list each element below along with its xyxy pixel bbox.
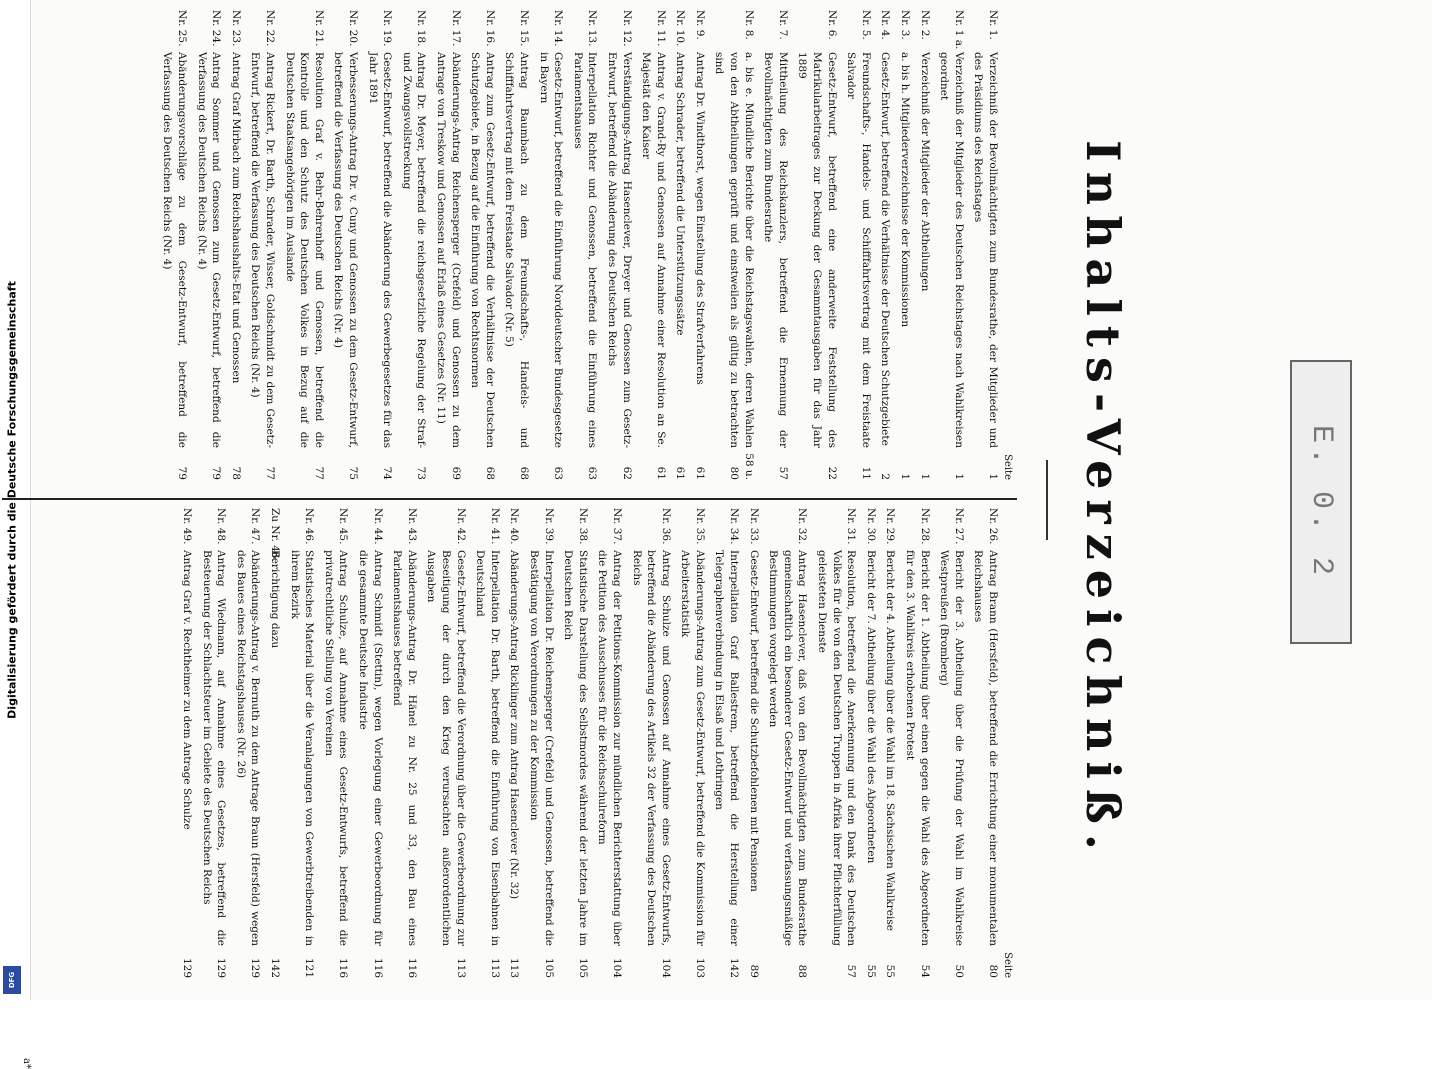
- entry-number: Nr. 6.: [825, 10, 838, 40]
- entry-number: Nr. 13.: [586, 10, 599, 47]
- entry-page-number: 61: [654, 466, 667, 480]
- entry-title: Antrag Graf v. Rechtheimer zu dem Antrage Schulze: [181, 550, 194, 830]
- entry-title: Antrag Baumbach zu dem Freundschafts-, Handels- und Schifffahrtsvertrag mit dem Freistaate Salvador (Nr. 5): [503, 52, 530, 448]
- toc-entry: [814, 508, 858, 978]
- entry-number: Nr. 17.: [449, 10, 462, 47]
- toc-entry: [639, 10, 668, 480]
- library-stamp: E. 0. 2: [1290, 360, 1352, 644]
- toc-entry: [561, 508, 590, 978]
- entry-page-number: 121: [303, 957, 316, 978]
- entry-number: Nr. 37.: [610, 508, 623, 545]
- entry-title: Bericht der 7. Abtheilung über die Wahl des Abgeordneten: [864, 550, 877, 864]
- toc-entry: [937, 10, 966, 480]
- entry-page-number: 116: [405, 957, 418, 978]
- entry-title: Gesetz-Entwurf, betreffend die Verordnung über die Gewerbeordnung zur Beseitigung der durch den Krieg verursachten außerordentlichen Ausgaben: [425, 550, 467, 946]
- title-rule: [1046, 460, 1048, 540]
- column-divider: [2, 498, 1017, 500]
- entry-title: Antrag der Petitions-Kommission zur mündlichen Berichterstattung über die Petition des Ausschusses für die Reichsschulreform: [596, 550, 623, 946]
- entry-page-number: 142: [269, 957, 282, 978]
- toc-entry: [267, 508, 282, 978]
- toc-entry: [399, 10, 428, 480]
- toc-entry: [937, 508, 966, 978]
- toc-entry: [365, 10, 394, 480]
- entry-number: Nr. 12.: [620, 10, 633, 47]
- entry-page-number: 88: [796, 964, 809, 978]
- entry-title: Verbesserungs-Antrag Dr. v. Cuny und Genossen zu dem Gesetz-Entwurf, betreffend die Verfassung des Deutschen Reichs (Nr. 4): [332, 52, 360, 448]
- entry-number: Nr. 44.: [371, 508, 384, 545]
- toc-entry: [746, 508, 761, 978]
- entry-page-number: 11: [859, 466, 872, 480]
- toc-entry: [878, 10, 893, 480]
- toc-entry: [468, 10, 497, 480]
- entry-title: Berichtigung dazu: [269, 550, 282, 649]
- toc-entry: [629, 508, 673, 978]
- entry-title: Interpellation Dr. Barth, betreffend die Einführung von Eisenbahnen in Deutschland: [474, 550, 501, 946]
- entry-page-number: 54: [918, 964, 931, 978]
- toc-entry: [971, 508, 1000, 978]
- toc-entry: [287, 508, 316, 978]
- toc-entry: [424, 508, 468, 978]
- entry-number: Nr. 5.: [859, 10, 872, 40]
- toc-entry: [761, 10, 790, 480]
- toc-entry: [473, 508, 502, 978]
- entry-page-number: 22: [825, 466, 838, 480]
- entry-page-number: 58 u. 80: [728, 453, 755, 480]
- entry-title: Resolution Graf v. Behr-Behrenhoff und Genossen, betreffend die Kontrolle und den Schutz des Deutschen Volkes in Bezug auf die Deutschen Staatsangehörigen im Auslande: [283, 52, 325, 448]
- entry-number: Nr. 24.: [210, 10, 223, 47]
- entry-page-number: 63: [552, 466, 565, 480]
- entry-number: Nr. 29.: [884, 508, 897, 545]
- toc-entry: [917, 10, 932, 480]
- toc-entry: [863, 508, 878, 978]
- entry-page-number: 68: [483, 466, 496, 480]
- entry-title: Antrag Brann (Hersfeld), betreffend die Errichtung einer monumentalen Reichshauses: [972, 550, 999, 946]
- entry-number: Nr. 38.: [576, 508, 589, 545]
- entry-title: Interpellation Graf Ballestrem, betreffend die Herstellung einer Telegraphenverbindung in Elsaß und Lothringen: [713, 550, 741, 946]
- entry-number: Nr. 19.: [381, 10, 394, 47]
- entry-number: Nr. 11.: [654, 10, 667, 47]
- entry-number: Nr. 31.: [845, 508, 858, 545]
- entry-number: Nr. 40.: [508, 508, 521, 545]
- toc-entry: [844, 10, 873, 480]
- entry-title: Bericht der 1. Abtheilung über einen gegen die Wahl des Abgeordneten für den 3. Wahlkreis erhobenen Protest: [904, 550, 931, 946]
- toc-entry: [282, 10, 326, 480]
- caption-text: Digitalisierung gefördert durch die Deutsche Forschungsgemeinschaft: [5, 281, 19, 719]
- entry-title: Verzeichniß der Mitglieder des Deutschen Reichstages nach Wahlkreisen geordnet: [938, 52, 965, 448]
- entry-page-number: 1: [918, 473, 931, 480]
- entry-title: a. bis e. Mündliche Berichte über die Reichstagswahlen, deren Wahlen von den Abtheilungen geprüft und einstweilen als gültig zu betrachten sind: [713, 52, 755, 448]
- entry-page-number: 80: [987, 964, 999, 978]
- entry-number: Nr. 14.: [552, 10, 565, 47]
- entry-page-number: 61: [674, 466, 687, 480]
- entry-title: Antrag v. Grand-Ry und Genossen auf Annahme einer Resolution an Se. Majestät den Kaiser: [640, 52, 667, 448]
- entry-page-number: 89: [747, 964, 760, 978]
- entry-page-number: 55: [884, 964, 897, 978]
- entry-number: Nr. 1 a.: [952, 10, 965, 50]
- entry-page-number: 1: [899, 473, 912, 480]
- entry-number: Nr. 23.: [229, 10, 242, 47]
- entry-page-number: 77: [312, 466, 325, 480]
- entry-page-number: 74: [381, 466, 394, 480]
- entry-title: Antrag Schulze und Genossen auf Annahme eines Gesetz-Entwurfs, betreffend die Abänderung des Artikels 32 der Verfassung des Deutschen Reichs: [630, 550, 672, 946]
- entry-title: Statistisches Material über die Veranlagungen von Gewerbtreibenden in ihrem Bezirk: [288, 550, 316, 946]
- toc-entry: [766, 508, 810, 978]
- entry-title: Abänderungs-Antrag Dr. Hänel zu Nr. 25 und 33, den Bau eines Parlamentshauses betreffend: [391, 550, 418, 946]
- entry-page-number: 105: [576, 957, 589, 978]
- entry-page-number: 61: [693, 466, 706, 480]
- entry-title: Antrag Graf Mirbach zum Reichshaushalts-Etat und Genossen: [229, 52, 242, 384]
- entry-number: Nr. 45.: [337, 508, 350, 545]
- toc-entry: [897, 10, 912, 480]
- entry-page-number: 55: [864, 964, 877, 978]
- entry-page-number: 129: [249, 957, 262, 978]
- toc-entry: [604, 10, 633, 480]
- entry-page-number: 75: [347, 466, 360, 480]
- toc-entry: [390, 508, 419, 978]
- entry-page-number: 113: [508, 957, 521, 978]
- entry-title: Antrag Sommer und Genossen zum Gesetz-Entwurf, betreffend die Verfassung des Deutschen Reichs (Nr. 4): [195, 52, 223, 448]
- entry-page-number: 62: [620, 466, 633, 480]
- entry-title: Antrag Schmidt (Stettin), wegen Vorlegung einer Gewerbeordnung für die gesammte Deutsche Industrie: [357, 550, 384, 946]
- entry-page-number: 116: [337, 957, 350, 978]
- entry-number: Nr. 33.: [747, 508, 760, 545]
- entry-title: Gesetz-Entwurf, betreffend die Schutzbefohlenen mit Pensionen: [747, 550, 760, 892]
- toc-entry: [712, 508, 741, 978]
- entry-title: Bericht der 3. Abtheilung über die Prüfung der Wahl im Wahlkreise Westpreußen (Bromberg): [938, 550, 965, 946]
- page-title: Inhalts-Verzeichniß.: [1076, 140, 1130, 860]
- entry-page-number: 57: [845, 964, 858, 978]
- entry-title: Interpellation Richter und Genossen, betreffend die Einführung eines Parlamentshauses: [571, 52, 599, 448]
- toc-entry: [180, 508, 195, 978]
- toc-entry: [228, 10, 243, 480]
- toc-entry: [971, 10, 1000, 480]
- entry-title: Abänderungs-Antrag v. Bernuth zu dem Antrage Braun (Hersfeld) wegen des Baues eines Reichstagshauses (Nr. 26): [234, 550, 262, 946]
- entry-number: Nr. 36.: [659, 508, 672, 545]
- toc-entry: [194, 10, 223, 480]
- toc-entry: [321, 508, 350, 978]
- toc-entry: [883, 508, 898, 978]
- toc-entry: [536, 10, 565, 480]
- entry-title: Interpellation Dr. Reichensperger (Crefeld) und Genossen, betreffend die Bestätigung von Verordnungen zu der Kommission: [527, 550, 555, 946]
- entry-number: Nr. 25.: [176, 10, 189, 47]
- entry-title: Resolution, betreffend die Anerkennung und den Dank des Deutschen Volkes für die von den Deutschen Truppen in Afrika ihrer Pflichterfüllung geleisteten Dienste: [816, 550, 858, 946]
- toc-entry: [712, 10, 756, 480]
- entry-title: Gesetz-Entwurf, betreffend eine anderweite Feststellung des Matrikularbeitrages zur Deckung der Gesammtausgaben für das Jahr 1889: [796, 52, 838, 448]
- entry-title: Abänderungs-Antrag Reichensperger (Crefeld) und Genossen zu dem Antrage von Treskow und Genossen auf Erlaß eines Gesetzes (Nr. 11): [435, 52, 462, 448]
- toc-entry: [199, 508, 228, 978]
- entry-number: Nr. 2.: [918, 10, 931, 40]
- entry-title: Antrag zum Gesetz-Entwurf, betreffend die Verhältnisse der Deutschen Schutzgebiete, in Bezug auf die Einführung von Rechtsnormen: [469, 52, 496, 448]
- entry-title: Freundschafts-, Handels- und Schifffahrtsvertrag mit dem Freistaate Salvador: [845, 52, 872, 448]
- entry-title: Antrag Dr. Meyer, betreffend die reichsgesetzliche Regelung der Straf- und Zwangsvollstreckung: [400, 52, 428, 448]
- entry-title: Verzeichniß der Bevollmächtigten zum Bundesrathe, der Mitglieder und des Präsidiums des Reichstages: [972, 52, 999, 448]
- entry-page-number: 104: [610, 957, 623, 978]
- entry-page-number: 116: [371, 957, 384, 978]
- entry-page-number: 113: [488, 957, 501, 978]
- entry-page-number: 113: [454, 957, 467, 978]
- entry-number: Nr. 18.: [415, 10, 428, 47]
- entry-title: Antrag Hasenclever, daß von den Bevollmächtigten zum Bundesrathe gemeinschaftlich ein besonderer Gesetz-Entwurf und verfassungsmäßige Bestimmungen vorgelegt werden: [767, 550, 809, 946]
- entry-number: Nr. 42.: [454, 508, 467, 545]
- entry-number: Nr. 15.: [517, 10, 530, 47]
- entry-page-number: 57: [776, 466, 789, 480]
- entry-title: Antrag Schrader, betreffend die Unterstützungssätze: [674, 52, 687, 336]
- entry-page-number: 129: [181, 957, 194, 978]
- entry-number: Nr. 1.: [987, 10, 999, 40]
- entry-number: Nr. 47.: [249, 508, 262, 545]
- entry-number: Nr. 43.: [405, 508, 418, 545]
- seite-header-left: Seite: [1002, 454, 1013, 480]
- entry-number: Nr. 27.: [952, 508, 965, 545]
- entry-page-number: 79: [210, 466, 223, 480]
- entry-title: Bericht der 4. Abtheilung über die Wahl im 18. Sächsischen Wahlkreise: [884, 550, 897, 931]
- entry-page-number: 50: [952, 964, 965, 978]
- entry-number: Nr. 48.: [215, 508, 228, 545]
- entry-title: Antrag Schulze, auf Annahme eines Gesetz-Entwurfs, betreffend die privatrechtliche Stellung von Vereinen: [322, 550, 350, 946]
- entry-page-number: 142: [728, 957, 741, 978]
- entry-title: Abänderungsvorschläge zu dem Gesetz-Entwurf, betreffend die Verfassung des Deutschen Reichs (Nr. 4): [161, 52, 189, 448]
- entry-title: Gesetz-Entwurf, betreffend die Abänderung des Gewerbegesetzes für das Jahr 1891: [366, 52, 394, 448]
- entry-title: Abänderungs-Antrag Ricklinger zum Antrag Hasenclever (Nr. 32): [508, 550, 521, 900]
- entry-number: Nr. 9.: [693, 10, 706, 40]
- entry-number: Nr. 28.: [918, 508, 931, 545]
- entry-page-number: 129: [215, 957, 228, 978]
- entry-title: Gesetz-Entwurf, betreffend die Verhältnisse der Deutschen Schutzgebiete: [879, 52, 892, 446]
- entry-title: Abänderungs-Antrag zum Gesetz-Entwurf, betreffend die Kommission für Arbeiterstatistik: [679, 550, 706, 946]
- toc-entry: [678, 508, 707, 978]
- entry-title: Verständigungs-Antrag Hasenclever, Dreyer und Genossen zum Gesetz-Entwurf, betreffend die Abänderung des Deutschen Reichs: [605, 52, 633, 448]
- signature-mark: a*: [21, 1058, 32, 1069]
- entry-title: Statistische Darstellung des Selbstmordes während der letzten Jahre im Deutschen Reich: [562, 550, 589, 946]
- entry-number: Nr. 22.: [264, 10, 277, 47]
- entry-number: Nr. 41.: [488, 508, 501, 545]
- seite-header-right: Seite: [1002, 952, 1013, 978]
- entry-number: Nr. 21.: [312, 10, 325, 47]
- entry-title: Antrag Wiedmann, auf Annahme eines Gesetzes, betreffend die Besteuerung der Schlachtsteuer im Gebiete des Deutschen Reichs: [200, 550, 228, 946]
- toc-entry: [331, 10, 360, 480]
- entry-title: Verzeichniß der Mitglieder der Abtheilungen: [918, 52, 931, 292]
- entry-title: Antrag Dr. Windthorst, wegen Einstellung des Strafverfahrens: [693, 52, 706, 385]
- entry-number: Zu Nr. 46.: [269, 508, 282, 562]
- entry-page-number: 2: [879, 473, 892, 480]
- entry-page-number: 1: [952, 473, 965, 480]
- entry-number: Nr. 34.: [728, 508, 741, 545]
- entry-number: Nr. 7.: [776, 10, 789, 40]
- entry-number: Nr. 35.: [693, 508, 706, 545]
- toc-entry: [526, 508, 555, 978]
- entry-page-number: 104: [659, 957, 672, 978]
- entry-page-number: 69: [449, 466, 462, 480]
- entry-title: Gesetz-Entwurf, betreffend die Einführung Norddeutscher Bundesgesetze in Bayern: [537, 52, 565, 448]
- toc-entry: [902, 508, 931, 978]
- entry-page-number: 103: [693, 957, 706, 978]
- entry-number: Nr. 4.: [879, 10, 892, 40]
- entry-number: Nr. 49.: [181, 508, 194, 545]
- toc-entry: [795, 10, 839, 480]
- right-column: [175, 508, 1015, 978]
- entry-number: Nr. 32.: [796, 508, 809, 545]
- toc-entry: [673, 10, 688, 480]
- entry-number: Nr. 20.: [347, 10, 360, 47]
- toc-entry: [233, 508, 262, 978]
- entry-number: Nr. 30.: [864, 508, 877, 545]
- left-column: [155, 10, 1014, 480]
- entry-page-number: 73: [415, 466, 428, 480]
- entry-number: Nr. 8.: [742, 10, 755, 40]
- toc-entry: [248, 10, 277, 480]
- entry-number: Nr. 3.: [899, 10, 912, 40]
- toc-entry: [507, 508, 522, 978]
- entry-number: Nr. 16.: [483, 10, 496, 47]
- entry-page-number: 105: [542, 957, 555, 978]
- entry-page-number: 79: [176, 466, 189, 480]
- toc-entry: [355, 508, 384, 978]
- entry-page-number: 78: [229, 466, 242, 480]
- entry-page-number: 77: [264, 466, 277, 480]
- entry-number: Nr. 26.: [987, 508, 999, 545]
- dfg-logo-text: DFG: [8, 971, 16, 989]
- entry-number: Nr. 46.: [303, 508, 316, 545]
- entry-number: Nr. 10.: [674, 10, 687, 47]
- entry-title: Mittheilung des Reichskanzlers, betreffend die Ernennung der Bevollmächtigten zum Bundesrathe: [762, 52, 789, 448]
- toc-entry: [692, 10, 707, 480]
- entry-title: a. bis h. Mitgliederverzeichnisse der Kommissionen: [899, 52, 912, 328]
- entry-page-number: 68: [517, 466, 530, 480]
- toc-entry: [160, 10, 189, 480]
- toc-entry: [502, 10, 531, 480]
- entry-number: Nr. 39.: [542, 508, 555, 545]
- toc-entry: [433, 10, 462, 480]
- entry-page-number: 63: [586, 466, 599, 480]
- toc-entry: [595, 508, 624, 978]
- entry-page-number: 1: [987, 473, 999, 480]
- entry-title: Antrag Rickert, Dr. Barth, Schrader, Wisser, Goldschmidt zu dem Gesetz-Entwurf, betreffend die Verfassung des Deutschen Reichs (Nr. 4): [249, 52, 277, 448]
- toc-entry: [570, 10, 599, 480]
